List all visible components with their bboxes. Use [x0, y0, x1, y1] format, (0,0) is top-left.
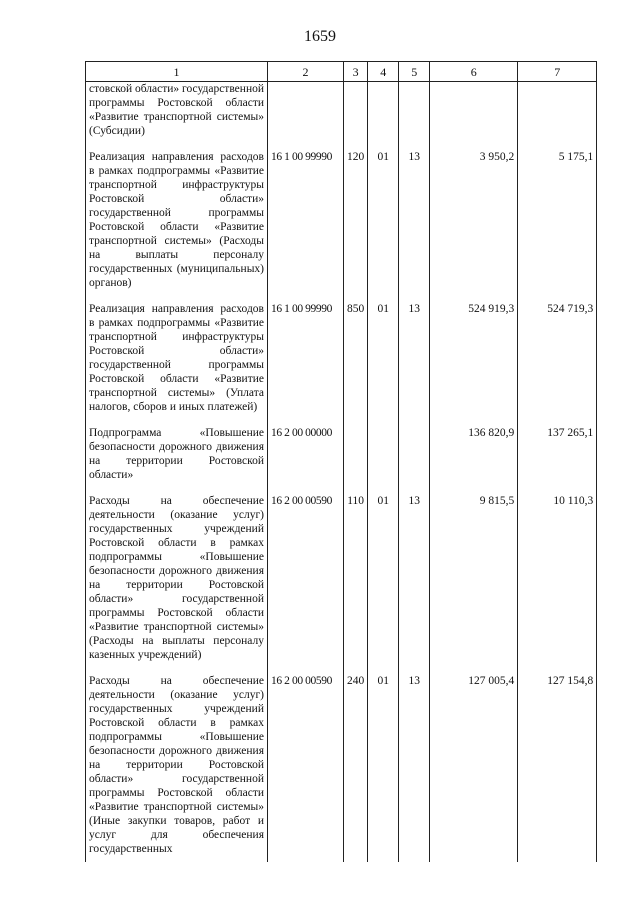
row-section: 01: [368, 488, 399, 668]
row-section: 01: [368, 144, 399, 296]
budget-table: [85, 61, 597, 862]
row-expense-type: 240: [344, 668, 368, 862]
column-header: 7: [518, 62, 597, 82]
row-expense-type: [344, 420, 368, 488]
row-subsection: 13: [399, 296, 430, 420]
row-subsection: 13: [399, 668, 430, 862]
row-description: Реализация направления расходов в рамках подпрограммы «Развитие транспортной инфраструктуры Ростовской области» государственной программы Ростовской области «Развитие транспортной системы» (Уплата налогов, сборов и иных платежей): [86, 296, 268, 420]
page-number: 1659: [304, 28, 336, 45]
row-amount-2: 137 265,1: [518, 420, 597, 488]
row-amount-1: 524 919,3: [430, 296, 518, 420]
table-body: [86, 82, 597, 863]
row-subsection: 13: [399, 144, 430, 296]
table-row: [86, 668, 597, 862]
row-section: [368, 420, 399, 488]
row-subsection: [399, 82, 430, 145]
row-expense-type: 850: [344, 296, 368, 420]
row-amount-1: 136 820,9: [430, 420, 518, 488]
row-amount-1: [430, 82, 518, 145]
row-expense-type: [344, 82, 368, 145]
row-code: [268, 82, 344, 145]
column-header: 6: [430, 62, 518, 82]
row-description: Подпрограмма «Повышение безопасности дорожного движения на территории Ростовской области»: [86, 420, 268, 488]
row-amount-1: 127 005,4: [430, 668, 518, 862]
row-description: Расходы на обеспечение деятельности (оказание услуг) государственных учреждений Ростовской области в рамках подпрограммы «Повышение безопасности дорожного движения на территории Ростовской области» государственной программы Ростовской области «Развитие транспортной системы» (Иные закупки товаров, работ и услуг для обеспечения государственных: [86, 668, 268, 862]
table-header: [86, 62, 597, 82]
column-header: 5: [399, 62, 430, 82]
row-section: 01: [368, 296, 399, 420]
table-row: [86, 488, 597, 668]
row-code: 16 2 00 00590: [268, 488, 344, 668]
row-amount-2: 5 175,1: [518, 144, 597, 296]
row-description: Реализация направления расходов в рамках подпрограммы «Развитие транспортной инфраструктуры Ростовской области» государственной программы Ростовской области «Развитие транспортной системы» (Расходы на выплаты персоналу государственных (муниципальных) органов): [86, 144, 268, 296]
row-amount-2: 524 719,3: [518, 296, 597, 420]
row-description: Расходы на обеспечение деятельности (оказание услуг) государственных учреждений Ростовской области в рамках подпрограммы «Повышение безопасности дорожного движения на территории Ростовской области» государственной программы Ростовской области «Развитие транспортной системы» (Расходы на выплаты персоналу казенных учреждений): [86, 488, 268, 668]
row-section: 01: [368, 668, 399, 862]
column-header: 1: [86, 62, 268, 82]
row-code: 16 1 00 99990: [268, 296, 344, 420]
table-row: [86, 144, 597, 296]
row-amount-2: [518, 82, 597, 145]
column-header: 4: [368, 62, 399, 82]
table-row: [86, 296, 597, 420]
row-subsection: 13: [399, 488, 430, 668]
row-code: 16 2 00 00590: [268, 668, 344, 862]
row-amount-2: 10 110,3: [518, 488, 597, 668]
row-amount-1: 9 815,5: [430, 488, 518, 668]
row-code: 16 1 00 99990: [268, 144, 344, 296]
row-amount-1: 3 950,2: [430, 144, 518, 296]
table-row: [86, 82, 597, 145]
row-amount-2: 127 154,8: [518, 668, 597, 862]
row-subsection: [399, 420, 430, 488]
row-expense-type: 110: [344, 488, 368, 668]
row-expense-type: 120: [344, 144, 368, 296]
row-description: стовской области» государственной программы Ростовской области «Развитие транспортной системы» (Субсидии): [86, 82, 268, 145]
column-header: 3: [344, 62, 368, 82]
row-section: [368, 82, 399, 145]
row-code: 16 2 00 00000: [268, 420, 344, 488]
header-row: [86, 62, 597, 82]
table-row: [86, 420, 597, 488]
column-header: 2: [268, 62, 344, 82]
